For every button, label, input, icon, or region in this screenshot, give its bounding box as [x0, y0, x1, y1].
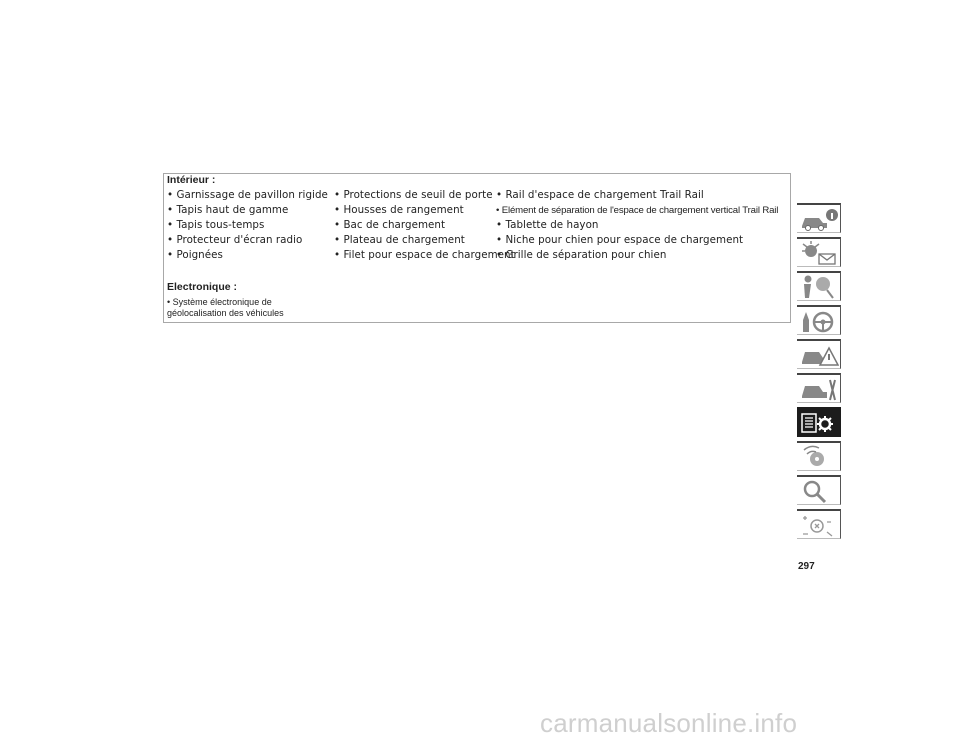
tab-index[interactable]: [797, 475, 841, 505]
car-info-icon: [799, 206, 839, 232]
list-item: • Protections de seuil de porte: [334, 189, 493, 201]
tab-multimedia[interactable]: [797, 441, 841, 471]
list-item: • Garnissage de pavillon rigide: [167, 189, 328, 201]
tab-languages[interactable]: [797, 509, 841, 539]
tab-servicing[interactable]: [797, 373, 841, 403]
watermark: carmanualsonline.info: [540, 708, 798, 738]
list-item: • Rail d'espace de chargement Trail Rail: [496, 189, 704, 201]
tab-safety[interactable]: [797, 271, 841, 301]
steering-wheel-icon: [799, 308, 839, 334]
list-item: • Tapis tous-temps: [167, 219, 265, 231]
tab-starting-driving[interactable]: [797, 305, 841, 335]
list-item: • Niche pour chien pour espace de chargement: [496, 234, 744, 246]
airbag-person-icon: [799, 274, 839, 300]
interior-heading: Intérieur :: [167, 174, 216, 186]
list-item: • Tablette de hayon: [496, 219, 599, 231]
list-item: • Système électronique de: [167, 297, 272, 307]
list-item: • Plateau de chargement: [334, 234, 465, 246]
list-item: • Poignées: [167, 249, 223, 261]
list-item: • Housses de rangement: [334, 204, 464, 216]
list-item: • Grille de séparation pour chien: [496, 249, 667, 261]
tab-car-info[interactable]: [797, 203, 841, 233]
car-service-icon: [799, 376, 839, 402]
electronic-heading: Electronique :: [167, 281, 238, 293]
tab-emergency[interactable]: [797, 339, 841, 369]
page-number: 297: [798, 561, 815, 572]
list-item: • Protecteur d'écran radio: [167, 234, 303, 246]
car-warning-icon: [799, 342, 839, 368]
light-mail-icon: [799, 240, 839, 266]
list-item: • Elément de séparation de l'espace de chargement vertical Trail Rail: [496, 205, 779, 216]
specs-gear-icon: [799, 410, 839, 436]
list-item: géolocalisation des véhicules: [167, 308, 284, 318]
tab-technical-specifications[interactable]: [797, 407, 841, 437]
list-item: • Tapis haut de gamme: [167, 204, 289, 216]
list-item: • Filet pour espace de chargement: [334, 249, 515, 261]
search-icon: [799, 478, 839, 504]
language-index-icon: [799, 512, 839, 538]
list-item: • Bac de chargement: [334, 219, 446, 231]
tab-lights-messages[interactable]: [797, 237, 841, 267]
multimedia-icon: [799, 444, 839, 470]
